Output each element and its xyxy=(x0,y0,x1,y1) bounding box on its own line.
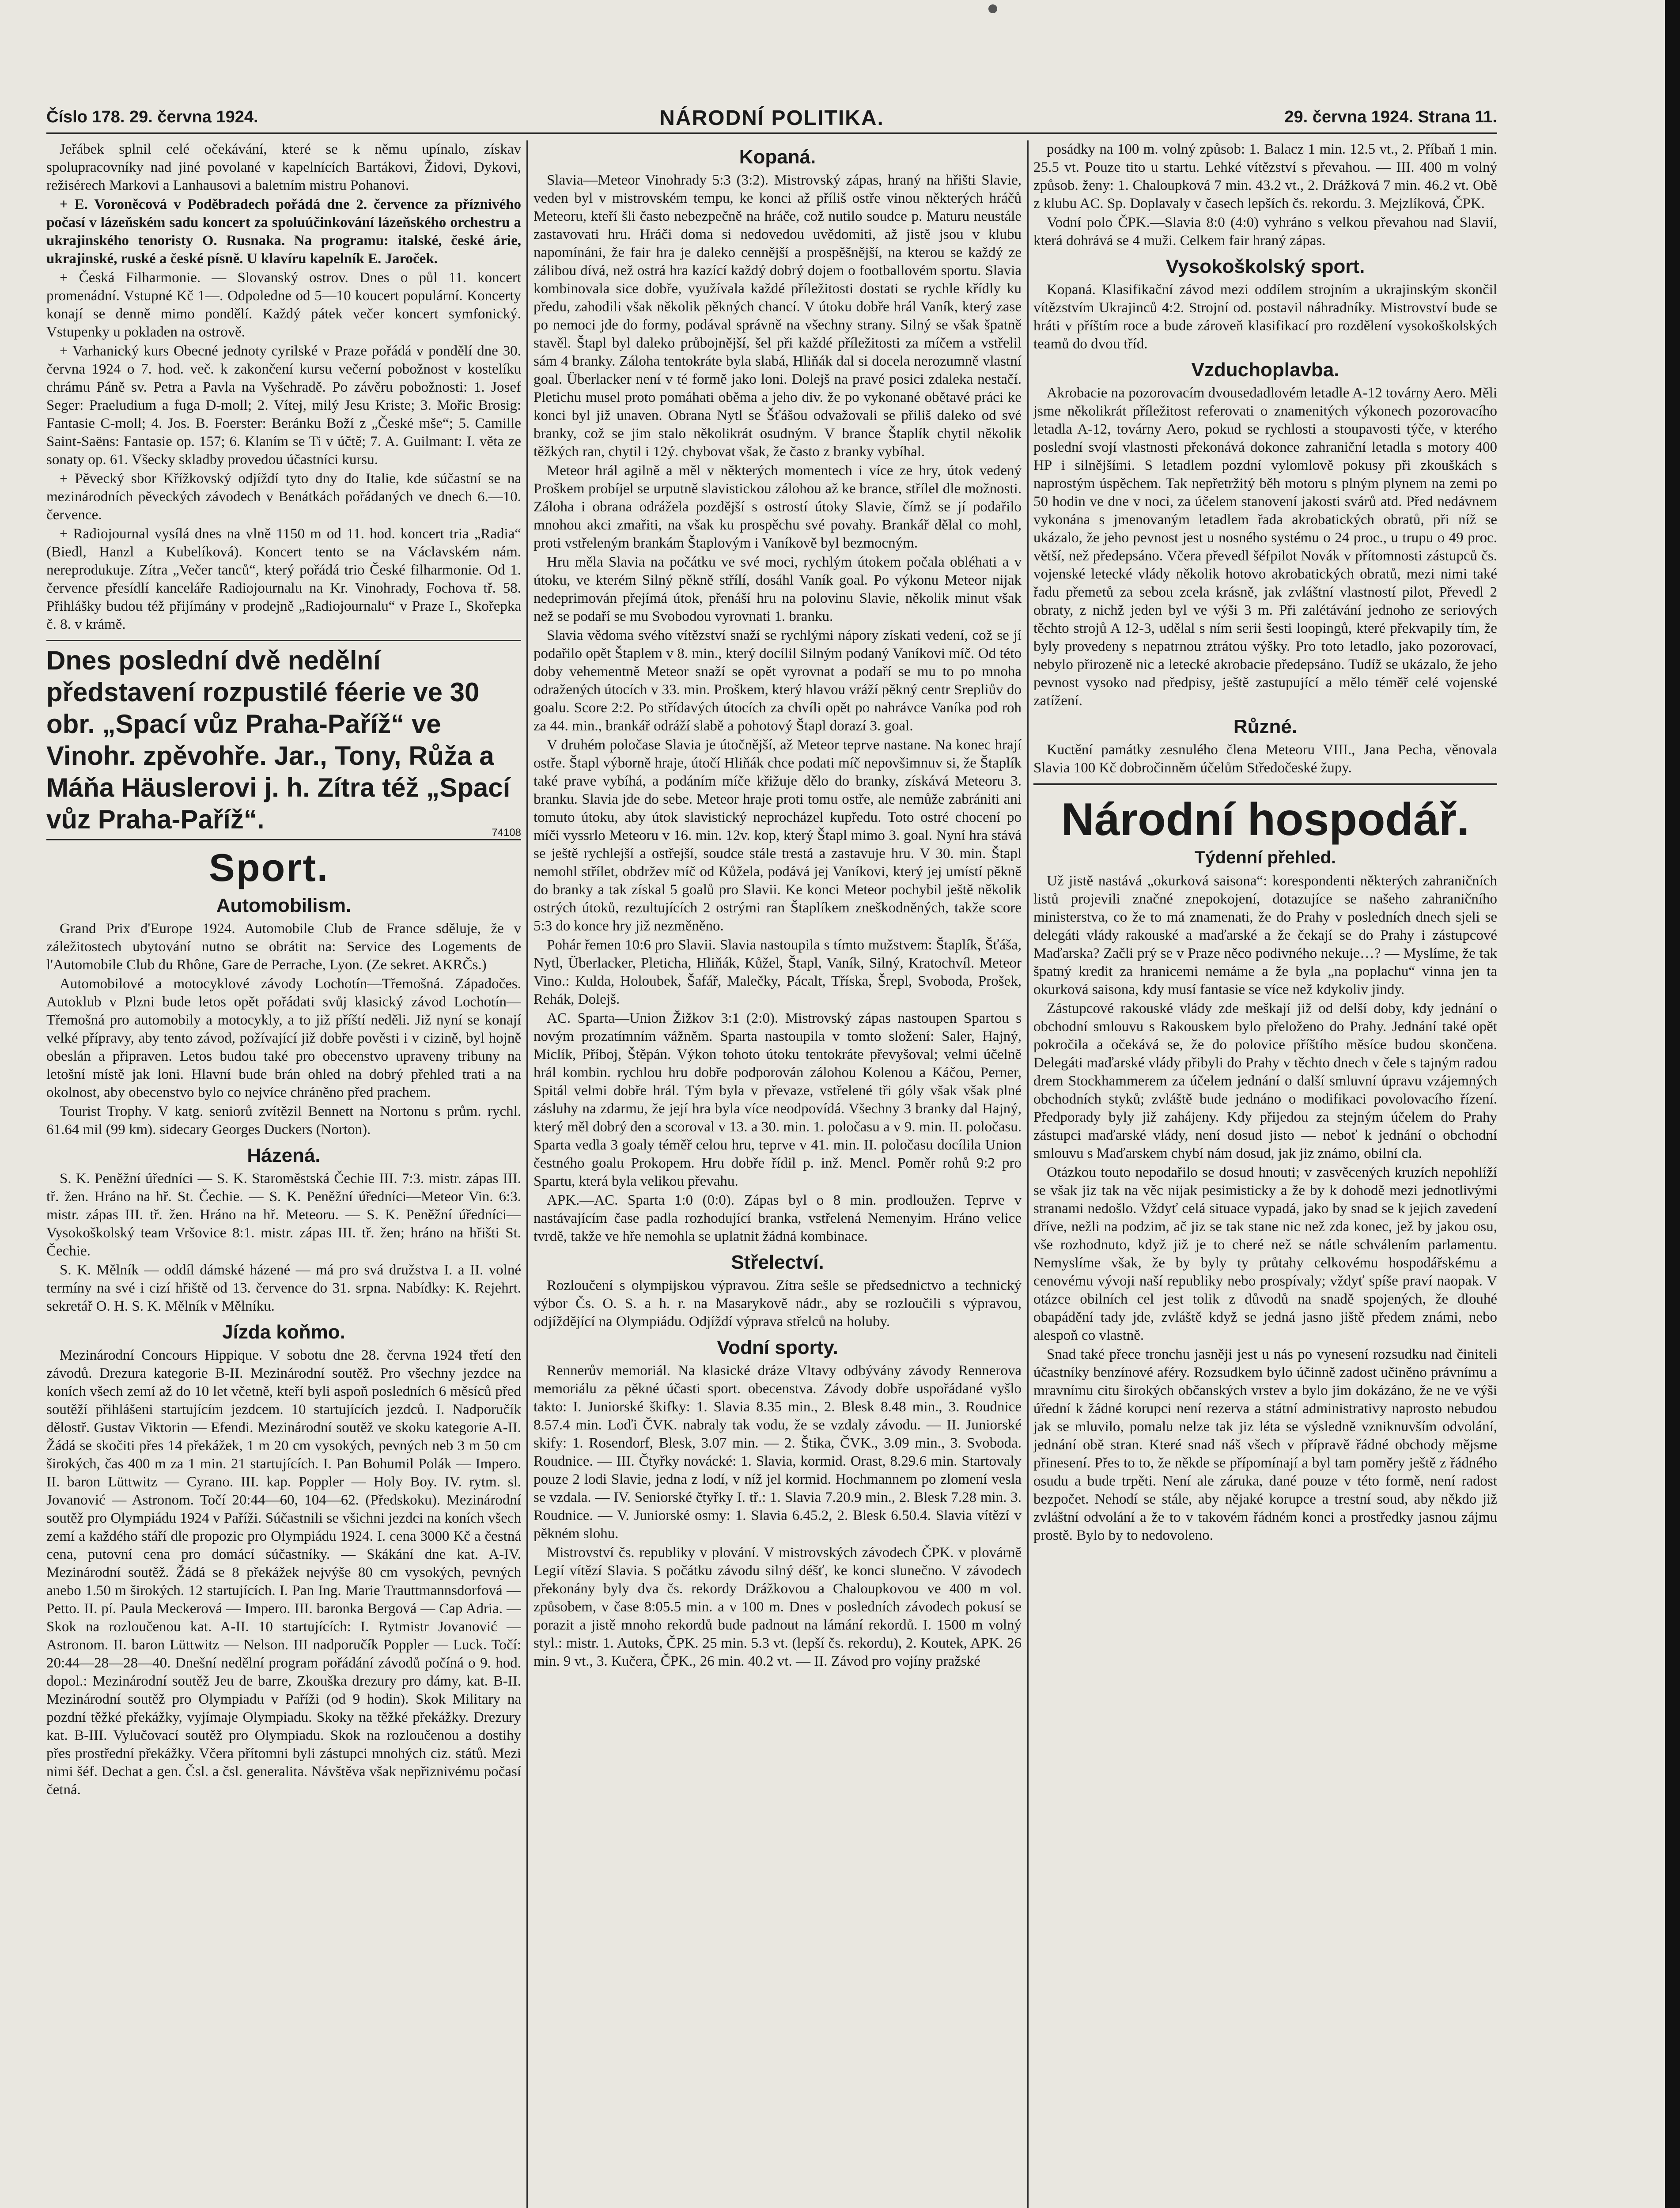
scan-edge xyxy=(1665,0,1680,2208)
column-1 xyxy=(46,140,521,2208)
section-title-hazena: Házená. xyxy=(247,1145,321,1166)
article-paragraph: Pohár řemen 10:6 pro Slavii. Slavia nastoupila s tímto mužstvem: Štaplík, Šťáša, Nytl, Überlacker, Pleticha, Hliňák, Kůžel, Štapl, Vaník, Silný, Kratochvíl. Meteor Vino.: Kulda, Holoubek, Šafář, Malečky, Pácalt, Tříska, Šrepl, Svoboda, Prošek, Rehák, Dolejš. xyxy=(534,937,1022,1007)
section-subtitle: Týdenní přehled. xyxy=(1194,848,1336,867)
article-paragraph: Meteor hrál agilně a měl v některých momentech i více ze hry, útok vedený Proškem probíjel se urputně slavistickou zálohou až ke brance, střílel dle možnosti. Záloha i obrana odrážela pozdější s ostrostí útoky Slavie, čímž se jí podařilo mnohou akci zmařiti, na však ku prospěchu své povahy. Brankář dělal co mohl, proti vstřeleným brankám Štaplovým i Vaníkově byl bezmocným. xyxy=(534,463,1022,551)
promo-code: 74108 xyxy=(492,827,521,839)
column-divider xyxy=(526,140,528,2208)
header-rule xyxy=(46,132,1497,134)
article-paragraph: posádky na 100 m. volný způsob: 1. Balacz 1 min. 12.5 vt., 2. Příbaň 1 min. 25.5 vt. Pouze tito u startu. Lehké vítězství s převahou. — III. 400 m volný způsob. ženy: 1. Chaloupková 7 min. 43.2 vt., 2. Drážková 7 min. 46.2 vt. Obě z klubu AC. Sp. Doplavaly v časech lepších čs. rekordu. 3. Mejzlíková, ČPK. xyxy=(1033,141,1497,212)
theatre-promo xyxy=(46,640,521,840)
section-title-vodni-sporty: Vodní sporty. xyxy=(717,1337,838,1358)
article-paragraph: S. K. Mělník — oddíl dámské házené — má pro svá družstva I. a II. volné termíny na své i cizí hřiště od 13. července do 31. srpna. Nabídky: K. Rejehrt. sekretář O. H. S. K. Mělník v Mělníku. xyxy=(46,1262,521,1314)
article-paragraph: Slavia vědoma svého vítězství snaží se rychlými nápory získati vedení, což se jí podařilo opět Štaplem v 8. min., který docílil Silným podaný Vaníkovi míč. Od této doby vehementně Meteor snaží se opět vyrovnat a podaří se mu to po mnoha odražených útocích v 33. min. Proškem, který hlavou vráží pěkný centr Srepliův do goalu. Score 2:2. Po střídavých útocích za chvíli opět po nahrávce Vaníka pod roh za 44. min., brankář odráží slabě a pohotový Štapl dorazí 3. goal. xyxy=(534,628,1022,734)
article-paragraph: APK.—AC. Sparta 1:0 (0:0). Zápas byl o 8 min. prodloužen. Teprve v nastávajícím čase padla rozhodující branka, vstřelená Nemenyim. Hráno velice tvrdě, takže ve hře nemohla se uplatnit žádná kombinace. xyxy=(534,1192,1022,1244)
article-paragraph: Akrobacie na pozorovacím dvousedadlovém letadle A-12 továrny Aero. Měli jsme několikrát příležitost referovati o znamenitých výkonech pozorovacího letadla A-12, továrny Aero, pokud se rychlosti a stoupavosti týče, v kterého poslední svojí vlastnosti překonává dokonce zahraniční letadla s motory 400 HP i silnějšími. S letadlem pozdní vylomlově pokusy při zkouškách s naprostým úspěchem. Tak nepřetržitý běh motoru s plným plynem na zemi po 50 hodin ve dne v noci, za účelem stanovení jakosti svárů atd. Před nedávnem vykonána s jmenovaným letadlem řada akrobatických obratů, při níž se ukázalo, že jeho pevnost jest u nosného systému o 24 proc., u trupu o 49 proc. větší, než předepsáno. Včera převedl šéfpilot Novák v přítomnosti zástupců čs. vojenské letecké vlády několik hotovo akrobatických obratů, mezi nimi také řadu přemetů za sebou zcela krásně, jak zvláštní vlastností pilot, Převedl 2 obraty, z nichž jeden byl ve výši 3 m. Při zalétávání jednoho ze seriových těchto strojů A 12-3, udělal s ním serii šesti loopingů, které překvapily tím, že byly provedeny s nepatrnou ztrátou výšky. Pro toto letadlo, jako pozorovací, nebylo přirozeně nic a letecké akrobacie předepsáno. Tudíž se ukázalo, že jeho pevnost vysoko nad předpisy, ještě zastupující a mělo téměř celé vojenské zatížení. xyxy=(1033,385,1497,709)
article-paragraph: Zástupcové rakouské vlády zde meškají již od delší doby, kdy jednání o obchodní smlouvu s Rakouskem bylo přeloženo do Prahy. Jednání také opět pokročila a očekává se, že do polovice příštího měsíce budou skončena. Delegáti maďarské vlády přibyli do Prahy v těchto dnech v čele s tajným radou drem Stockhammerem za účelem jednání o další smluvní úpravu vzájemných obchodních styků; zvláště bude jednáno o modifikaci povolovacího řízení. Předporady byly již zahájeny. Kdy přijedou za stejným účelem do Prahy zástupci maďarské vlády, není dosud jisto — neboť k jednání o obchodní smlouvu s Maďarskem chybí nám dosud, jak jiz známo, obilní cla. xyxy=(1033,1001,1497,1161)
masthead: NÁRODNÍ POLITIKA. xyxy=(659,106,884,130)
article-paragraph: + Pěvecký sbor Křížkovský odjíždí tyto dny do Italie, kde súčastní se na mezinárodních pěveckých závodech v Benátkách pořádaných ve dnech 6.—10. července. xyxy=(46,471,521,523)
article-paragraph: Grand Prix d'Europe 1924. Automobile Club de France sděluje, že v záležitostech ubytování nutno se obrátit na: Service des Logements de l'Automobile Club du Rhône, Gare de Perrache, Lyon. (Ze sekret. AKRČs.) xyxy=(46,921,521,973)
article-paragraph: Rennerův memoriál. Na klasické dráze Vltavy odbývány závody Rennerova memoriálu za pěkné účasti sport. obecenstva. Závody dobře uspořádané vyšlo takto: I. Juniorské škifky: 1. Slavia 8.35 min., 2. Blesk 8.48 min., 3. Roudnice 8.57.4 min. Loďi ČVK. nabraly tak vodu, že se vzdaly závodu. — II. Juniorské skify: 1. Rosendorf, Blesk, 3.07 min. — 2. Štika, ČVK., 3.09 min., 3. Svoboda. Roudnice. — III. Čtyřky novácké: 1. Slavia, kormid. Orast, 8.29.6 min. Startovaly pouze 2 lodi Slavie, jedna z lodí, v níž jel kormid. Hochmannem po zlomení vesla se vzdala. — IV. Seniorské čtyřky I. tř.: 1. Slavia 7.20.9 min., 2. Blesk 7.28 min. 3. Roudnice. — V. Juniorské osmy: 1. Slavia 6.45.2, 2. Blesk 6.50.4. Slavia vítězí v pěkném slohu. xyxy=(534,1363,1022,1542)
article-paragraph: S. K. Peněžní úředníci — S. K. Staroměstská Čechie III. 7:3. mistr. zápas III. tř. žen. Hráno na hř. St. Čechie. — S. K. Peněžní úředníci—Meteor Vin. 6:3. mistr. zápas III. tř. žen. Hráno na hř. Meteoru. — S. K. Peněžní úředníci—Vysokoškolský team Vršovice 8:1. mistr. zápas III. tř. žen; hráno na hřišti St. Čechie. xyxy=(46,1171,521,1259)
section-title-kopana: Kopaná. xyxy=(739,146,816,168)
article-paragraph: Otázkou touto nepodařilo se dosud hnouti; v zasvěcených kruzích nepohlíží se však jiz tak na věc nijak pesimisticky a že by k dohodě mezi jednotlivými stranami nedošlo. Vždyť celá situace vypadá, jako by snad se k jejich zavedení dříve, nežli na podzim, ač jiz se tak stane nic než zda konec, jež by jakou osu, vše rozhodnuto, když již je to cheré než se nátle schválením parlamentu. Nemyslíme však, že by byly ty průtahy celkovému hospodářskému a cenovému vývoji naší republiky nebo prospívaly; vždyť spíše praví naopak. V otázce obilních cel jest tolik z důvodů na snadě spojených, že dlouhé obapádění tady jde, zvláště když se jedná jasno jiště předem známi, nebo alespoň co vlastně. xyxy=(1033,1164,1497,1343)
article-paragraph: Hru měla Slavia na počátku ve své moci, rychlým útokem počala obléhati a v útoku, ve kterém Silný pěkně střílí, dosáhl Vaník goal. Po výkonu Meteor nijak nedeprimován přejímá útok, přenáší hru na polovinu Slavie, několik minut však než se podaří se mu Svobodou vyrovnati 1. branku. xyxy=(534,554,1022,624)
section-title-strelectvi: Střelectví. xyxy=(731,1251,824,1273)
column-divider xyxy=(1027,140,1029,2208)
issue-info: Číslo 178. 29. června 1924. xyxy=(46,108,258,126)
article-paragraph: Vodní polo ČPK.—Slavia 8:0 (4:0) vyhráno s velkou převahou nad Slavií, která dohrává se 4 muži. Celkem fair hraný zápas. xyxy=(1033,215,1497,249)
article-paragraph: + Varhanický kurs Obecné jednoty cyrilské v Praze pořádá v pondělí dne 30. června 1924 o 7. hod. več. k zakončení kursu večerní pobožnost v kostelíku chrámu Páně sv. Petra a Pavla na Vyšehradě. Po závěru pobožnosti: 1. Josef Seger: Praeludium a fuga D-moll; 2. Vítej, milý Jesu Kriste; 3. Mořic Brosig: Fantasie C-moll; 4. Jos. B. Foerster: Beránku Boží z „České mše“; 5. Camille Saint-Saëns: Fantasie op. 157; 6. Klaním se Ti v účtě; 7. A. Guilmant: I. věta ze sonaty op. 61. Všecky skladby provedou účastníci kursu. xyxy=(46,343,521,468)
column-3 xyxy=(1033,140,1497,2208)
article-paragraph: Kuctění památky zesnulého člena Meteoru VIII., Jana Pecha, věnovala Slavia 100 Kč dobročinněm účelům Středočeské župy. xyxy=(1033,742,1497,776)
article-paragraph: Slavia—Meteor Vinohrady 5:3 (3:2). Mistrovský zápas, hraný na hřišti Slavie, veden byl v mistrovském tempu, ke konci až příliš ostře vinou některých hráčů Meteoru, kteří šli často nebezpečně na hráče, což nutilo soudce p. Maturu neustále zastavovati hru. Hráči doma si nedovedou uvědomiti, až jistě jsou v klubu napomínáni, že fair hra je daleko cennější a prospěšnější, na kterou se každý ze zálibou dívá, než ostrá hra kazící každý dobrý dojem o footballovém sportu. Slavia kombinovala sice dobře, využívala každé příležitosti dostati se rychle křídly ku předu, zahodili však několik pěkných chancí. V útoku dobře hrál Vaník, který zase po nemoci jde do formy, podával správně na všechny strany. Silný se však špatně stavěl. Štapl byl daleko průbojnější, šel při každé příležitosti za míčem a vstřelil sám 4 branky. Záloha tentokráte byla slabá, Hliňák dal si docela nerozumně vlastní goal. Überlacker není v té formě jako loni. Dolejš na pravé posici zdaleka nestačí. Pletichu musel proto pomáhati oběma a jeho div. že po vykonané obětavé práci ke konci byl již unaven. Obrana Nytl se Šťášou odvažovali se přiliš daleko od své branky, což se jim stalo několikrát osudným. V brance Štaplík chytil několik těžkých ran, chytil i 12ý. chybovat však, že často z branky vybíhal. xyxy=(534,172,1022,460)
article-paragraph: Rozloučení s olympijskou výpravou. Zítra sešle se předsednictvo a technický výbor Čs. O. S. a h. r. na Masarykově nádr., aby se rozloučili s výpravou, odjíždějící na Olympiádu. Odjíždí výprava střelců na holuby. xyxy=(534,1278,1022,1330)
section-title-vzduchoplavba: Vzduchoplavba. xyxy=(1191,359,1339,381)
section-title-narodni-hospodar: Národní hospodář. xyxy=(1033,783,1497,846)
page-info: 29. června 1924. Strana 11. xyxy=(1284,108,1497,126)
article-paragraph: Už jistě nastává „okurková saisona“: korespondenti některých zahraničních listů projevili značné znepokojení, dotazujíce se našeho zahraničního ministerstva, co že to má znamenati, že do Prahy v posledních dnech sjeli se delegáti vlády rakouské a maďarské a že čekají se do Prahy i zástupcové Maďarska? Začli prý se v Praze něco podivného nekuje…? — Myslíme, že tak špatný kredit za hranicemi nemáme a že byla „na poplachu“ vinna jen ta okurková saisona, kdy musí fantasie se více než kdykoliv jindy. xyxy=(1033,873,1497,998)
binding-hole xyxy=(988,4,997,13)
article-paragraph: Jeřábek splnil celé očekávání, které se k němu upínalo, získav spolupracovníky nad jiné povolané v kapelnících Bartákovi, Židovi, Dykovi, režisérech Markovi a Lanhausovi a baletním mistru Pohanovi. xyxy=(46,141,521,193)
article-paragraph: + E. Voroněcová v Poděbradech pořádá dne 2. července za příznivého počasí v lázeňském sadu koncert za spoluúčinkování lázeňského orchestru a ukrajinského tenoristy O. Rusnaka. Na programu: italské, české árie, ukrajinské, ruské a české písně. U klavíru kapelník E. Jaroček. xyxy=(46,197,521,267)
section-title-sport: Sport. xyxy=(209,846,329,889)
article-paragraph: + Radiojournal vysílá dnes na vlně 1150 m od 11. hod. koncert tria „Radia“ (Biedl, Hanzl a Kubelíková). Koncert tento se na Václavském nám. nereprodukuje. Zítra „Večer tanců“, který pořádá trio České filharmonie. Od 1. července přesídlí kanceláře Radiojournalu na Kr. Vinohrady, Fochova tř. 58. Přihlášky budou též přijímány v prodejně „Radiojournalu“ v Praze I., Skořepka č. 8. v krámě. xyxy=(46,526,521,632)
article-paragraph: Tourist Trophy. V katg. seniorů zvítězil Bennett na Nortonu s prům. rychl. 61.64 mil (99 km). sidecary Georges Duckers (Norton). xyxy=(46,1104,521,1138)
promo-text: Dnes poslední dvě nedělní představení rozpustilé féerie ve 30 obr. „Spací vůz Praha-Paříž“ ve Vinohr. zpěvohře. Jar., Tony, Růža a Máňa Häuslerovi j. h. Zítra též „Spací vůz Praha-Paříž“. xyxy=(46,646,511,834)
article-paragraph: Mistrovství čs. republiky v plování. V mistrovských závodech ČPK. v plovárně Legií vítězí Slavia. S počátku závodu silný déšť, ke konci slunečno. V závodech překonány byly dva čs. rekordy Drážkovou a Chaloupkovou ve 400 m vol. způsobem, v čase 8:05.5 min. a v 100 m. Dnes v posledních závodech pokusí se porazit a jistě mnoho rekordů bude padnout na lámání rekordů. I. 1500 m volný styl.: mistr. 1. Autoks, ČPK. 25 min. 5.3 vt. (lepší čs. rekordu), 2. Koutek, APK. 26 min. 9 vt., 3. Kučera, ČPK., 26 min. 40.2 vt. — II. Závod pro vojíny pražské xyxy=(534,1545,1022,1669)
article-paragraph: Kopaná. Klasifikační závod mezi oddílem strojním a ukrajinským skončil vítězstvím Ukrajinců 4:2. Strojní od. postavil náhradníky. Mistrovství bude se hráti v příštím roce a bude zároveň klasifikací pro rozdělení vysokoškolských teamů do dvou tříd. xyxy=(1033,282,1497,352)
article-paragraph: Mezinárodní Concours Hippique. V sobotu dne 28. června 1924 třetí den závodů. Drezura kategorie B-II. Mezinárodní soutěž. Pro všechny jezdce na koních všech zemí až do 10 let včetně, kteří byli aspoň posledních 6 měsíců před soutěží přihlášeni startujícím jezdcem. 10 startujících jezdců. I. Nadporučík dělostř. Gustav Viktorin — Efendi. Mezinárodní soutěž ve skoku kategorie A-II. Žádá se skočiti přes 14 překážek, 1 m 20 cm vysokých, pevných neb 3 m 50 cm širokých, čas 400 m za 1 min. 21 startujících. I. Pan Bohumil Polák — Impero. II. baron Lüttwitz — Cyrano. III. kap. Poppler — Holy Boy. IV. rytm. sl. Jovanović — Astronom. Točí 20:44—60, 104—62. (Předskoku). Mezinárodní soutěž pro Olympiádu 1924 v Paříži. Súčastnili se všichni jezdci na koních všech zemí a každého stáří dle propozic pro Olympiádu 1924. I. cena 3000 Kč a čestná cena, putovní cena pro domácí súčastníky. — Skákání dne kat. A-IV. Mezinárodní soutěž. Žádá se 8 překážek nejvýše 80 cm vysokých, pevných anebo 1.50 m širokých. 12 startujících. I. Pan Ing. Marie Trauttmannsdorfová — Petto. II. pí. Paula Meckerová — Impero. III. baronka Bergová — Cap Adria. — Skok na rozloučenou kat. A-II. 10 startujících: I. Rytmistr Jovanović — Astronom. II. baron Lüttwitz — Nelson. III nadporučík Poppler — Luck. Točí: 20:44—28—28—40. Dnešní nedělní program pořádání závodů počíná o 9. hod. dopol.: Mezinárodní soutěž Jeu de barre, Zkouška drezury pro dámy, kat. B-II. Mezinárodní soutěž pro Olympiadu v Paříži (od 9 hodin). Skok Military na pozdní těžké překážky, vyjímaje Olympiadu. Skoky na těžké překážky. Drezury kat. B-III. Vylučovací soutěž pro Olympiadu. Skok na rozloučenou a dostihy přes prostřední překážky. Včera přítomni byli zástupci mnohých ciz. států. Mezi nimi šéf. Dechat a gen. Čsl. a čsl. generalita. Návštěva však nepřiznivému počasí četná. xyxy=(46,1347,521,1798)
section-title-jizda: Jízda koňmo. xyxy=(222,1321,345,1343)
page-header xyxy=(46,102,1497,133)
article-paragraph: AC. Sparta—Union Žižkov 3:1 (2:0). Mistrovský zápas nastoupen Spartou s novým prozatímním vážněm. Sparta nastoupila v tomto složení: Saler, Hajný, Miclík, Příboj, Štěpán. Výkon tohoto útoku tentokráte převyšoval; velmi účelně hrál kombin. rychlou hru dobře podporován zálohou Kolenou a Káčou, Perner, Spitál velmi dobře hrál. Tým byla v převaze, vstřelené tři góly však však plné zásluhy na zdarmu, že její hra byla více neodpovídá. Všechny 3 branky dal Hajný, který měl dobrý den a scoroval v 13. a 30. min. 1. poločasu a v 9. min. II. poločasu. Sparta vedla 3 goaly téměř celou hru, teprve v 41. min. II. poločasu docílila Union čestného goalu Prokopem. Hru dobře řídil p. inž. Mencl. Poměr rohů 9:2 pro Spartu, která byla velikou převahu. xyxy=(534,1010,1022,1189)
article-paragraph: + Česká Filharmonie. — Slovanský ostrov. Dnes o půl 11. koncert promenádní. Vstupné Kč 1—. Odpoledne od 5—10 koucert populární. Koncerty konají se denně mimo pondělí. Každý pátek večer koncert symfonický. Vstupenky u pokladen na ostrově. xyxy=(46,270,521,340)
section-title-automobilism: Automobilism. xyxy=(216,895,352,916)
column-2 xyxy=(534,140,1022,1713)
section-title-ruzne: Různé. xyxy=(1233,716,1298,737)
article-paragraph: Snad také přece tronchu jasněji jest u nás po vynesení rozsudku nad činiteli účastníky benzínové aféry. Rozsudkem bylo účinně zadost učiněno právnímu a mravnímu citu širokých občanských vrstev a bylo jim dokázáno, že ne ve výši úřední k žádné korupci není rezerva a státní administrativy naprosto nebudou jak se mluvilo, pomalu nelze tak jiz léta se výsledně vzniknuvším odvolání, jednání obě stran. Které snad náš všech v přípravě řádné obchody mějsme přinesení. Přes to to, že někde se přípomínají a byl tam poměry ještě z řádného osudu a bude trpěti. Není ale záruka, dané pouze v této formě, není radost bezpočet. Nehodí se stále, aby nějaké korupce a trestní soud, aby někdo již zvláštní odvolání a že to v takovém řádném konci a prostředky jasnou zájmu prostě. Bylo by to nedovoleno. xyxy=(1033,1346,1497,1543)
section-title-vysokoskolsky: Vysokoškolský sport. xyxy=(1165,256,1365,277)
article-paragraph: Automobilové a motocyklové závody Lochotín—Třemošná. Západočes. Autoklub v Plzni bude letos opět pořádati svůj klasický závod Lochotín—Třemošná pro automobily a motocykly, a to již příští neděli. Již nyní se konají velké přípravy, aby tento závod, požívající již dobře pověsti i v cizině, byl hojně obeslán a připraven. Letos budou také pro obecenstvo upraveny tribuny na letošní místě jak loni. Hlavní bude brán ohled na dobrý přehled trati a na okolnost, aby obecenstvo bylo co nejvíce chráněno před prachem. xyxy=(46,976,521,1100)
article-paragraph: V druhém poločase Slavia je útočnější, až Meteor teprve nastane. Na konec hrají ostře. Štapl výborně hraje, útočí Hliňák chce podati míč nepovšimnuv si, že Štaplík také prave vybíhá, a podáním míče křižuje dělo do branky, získává Meteoru 3. branku. Slavia jde do sebe. Meteor hraje proti tomu ostře, ale nemůže zabrániti ani tomuto útoku, aby útok slavistický neprocházel kupředu. Toto ostré chocení po míči vyssrlo Meteoru v 16. min. 12v. kop, který Štapl mimo 3. goal. Nyní hra stává se ještě rychlejší a ostřejší, soudce stále trestá a zastavuje hru. V 30. min. Štapl nemohl střílet, obdržev míč od Kůžela, podává jej Vaníkovi, který jej umístí pěkně do branky a tak získal 5 goalů pro Slavii. Ke konci Meteor pochybil ještě několik ostrých útoků, rezultujících 2 ostrými ran Štaplíkem zneškodněných, takže score 5:3 do konce hry již nezměněno. xyxy=(534,737,1022,934)
